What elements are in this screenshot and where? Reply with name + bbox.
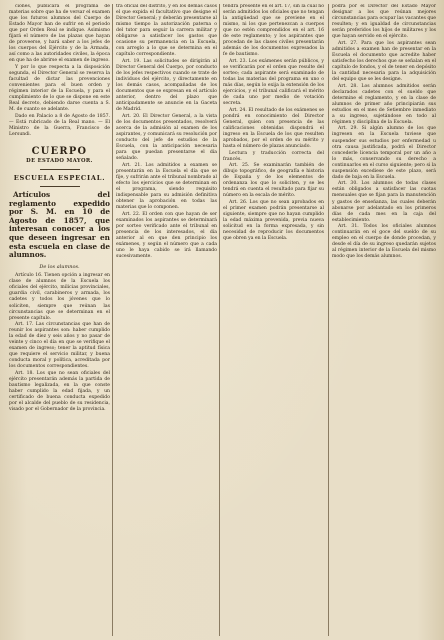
section-subtitle-escuela: ESCUELA ESPECIAL. (13, 174, 106, 183)
paragraph: Art. 20. El Director General, a la vista de los documentos presentados, resolverá acerca de la admisión al examen de los aspirantes, y comunicará su resolución por conducto del jefe de estudios de la Escuela, con la anticipación necesaria para que puedan presentarse el día señalado. (116, 113, 217, 162)
paragraph: Art. 22. El orden con que hayan de ser examinados los aspirantes se determinará por sorteo verificado ante el tribunal en presencia de los interesados, el día anterior al en que den principio los exámenes, y según el número que a cada uno le haya cabido se irá llamando sucesivamente. (116, 211, 217, 259)
text-column-2 (116, 4, 217, 636)
paragraph: Art. 31. Todos los oficiales alumnos continuarán en el goce del sueldo de su empleo en el cuerpo de donde procedan, y desde el día de su ingreso quedarán sujetos al régimen interior de la Escuela del mismo modo que los demás alumnos. (332, 224, 436, 260)
paragraph: Lectura y traducción correcta del francés. (223, 150, 324, 162)
paragraph: Art. 29. Si algún alumno de los que ingresen en la Escuela tuviese que suspender sus estudios por enfermedad u otra causa justificada, podrá el Director concederle licencia temporal por un año a lo más, conservando su derecho a continuarlos en el curso siguiente; pero si la suspensión excediese de este plazo, será dado de baja en la Escuela. (332, 126, 436, 180)
column-rule (219, 4, 220, 636)
paragraph: Art. 25. Se examinarán también de dibujo topográfico, de geografía e historia de España y de los elementos de ordenanza los que lo soliciten, y se les tendrá en cuenta el resultado para fijar su número en la escala de mérito. (223, 163, 324, 199)
paragraph: tra oficial del distrito, y en los demás casos el que expida el facultativo que designe el Director General; y deberán presentarse al mismo tiempo la autorización paterna o del tutor para seguir la carrera militar y obligarse a satisfacer los gastos que ocasione su permanencia en la Escuela, con arreglo a lo que se determina en el capítulo correspondiente. (116, 4, 217, 58)
paragraph: tendrá presente en el art. 17, sin la cual no serán admitidos los oficiales que no tengan la antigüedad que se previene en el mismo, ni los que pertenezcan a cuerpos que no estén comprendidos en el art. 16 de este reglamento; y los aspirantes que procedan de las clases civiles presentarán además de los documentos expresados la fe de bautismo. (223, 4, 324, 58)
paragraph: Art. 19. Las solicitudes se dirigirán al Director General del Cuerpo, por conducto de los jefes respectivos cuando se trate de individuos del ejército, y directamente en los demás casos, acompañadas de los documentos que se expresan en el artículo anterior, dentro del plazo que anticipadamente se anuncie en la Gaceta de Madrid. (116, 58, 217, 113)
column-rule (328, 4, 329, 636)
paragraph: Art. 28. Los alumnos admitidos serán declarados cadetes con el sueldo que determine el reglamento, y en la clase de alumnos de primer año principiarán sus estudios en el mes de Setiembre inmediato a su ingreso, sujetándose en todo al régimen y disciplina de la Escuela. (332, 83, 436, 125)
section-title-cuerpo: CUERPO (31, 146, 88, 158)
paragraph: Art. 27. Para que los aspirantes sean admitidos a examen han de presentar en la Escuela el documento que acredite haber satisfecho los derechos que se señalan en el capítulo de fondos, y el de tener en depósito la cantidad necesaria para la adquisición del equipo que se les designe. (332, 40, 436, 83)
section-title-estado-mayor: DE ESTADO MAYOR. (26, 158, 93, 165)
paragraph: Artículo 16. Tienen opción a ingresar en clase de alumnos de la Escuela los oficiales del ejército, milicias provinciales, guardia civil, carabineros y armada, los cadetes y todos los jóvenes que lo soliciten, siempre que reúnan las circunstancias que se determinan en el presente capítulo. (9, 273, 110, 321)
title-separator (40, 186, 80, 187)
article-header: Artículos del reglamento expedido por S. M. en 10 de Agosto de 1857, que interesan conocer a los que deseen ingresar en esta escuela en clase de alumnos. (9, 190, 110, 260)
title-separator (40, 169, 80, 170)
text-column-1 (9, 4, 110, 636)
column-rule (112, 4, 113, 636)
paragraph: Art. 18. Los que no sean oficiales del ejército presentarán además la partida de bautismo legalizada, en la que conste haber cumplido la edad fijada, y un certificado de buena conducta expedido por el alcalde del pueblo de su residencia, visado por el Gobernador de la provincia. (9, 371, 110, 413)
paragraph: Art. 26. Los que no sean aprobados en el primer examen podrán presentarse al siguiente, siempre que no hayan cumplido la edad máxima prevenida, previa nueva solicitud en la forma expresada, y sin necesidad de reproducir los documentos que obren ya en la Escuela. (223, 200, 324, 242)
paragraph: Art. 24. El resultado de los exámenes se pondrá en conocimiento del Director General, quien con presencia de las calificaciones obtenidas dispondrá el ingreso en la Escuela de los que resulten aprobados, por el orden de su mérito y hasta el número de plazas anunciado. (223, 107, 324, 150)
paragraph: Art. 21. Los admitidos a examen se presentarán en la Escuela el día que se fije, y sufrirán ante el tribunal nombrado al efecto los ejercicios que se determinan en el programa, siendo requisito indispensable para su admisión definitiva obtener la aprobación en todas las materias que lo componen. (116, 162, 217, 211)
paragraph: Y por lo que respecta a la disposición segunda, el Director General se reserva la facultad de dictar las prevenciones convenientes para el buen orden y régimen interior de la Escuela, y para el cumplimiento de lo que se dispone en este Real decreto, debiendo darse cuenta a S. M. de cuanto se adelante. (9, 64, 110, 113)
paragraph: Art. 30. Los alumnos de todas clases están obligados a satisfacer las cuotas mensuales que se fijan para la manutención y gastos de enseñanza, las cuales deberán abonarse por adelantado en los primeros días de cada mes en la caja del establecimiento. (332, 181, 436, 223)
text-column-4 (332, 4, 436, 636)
section-heading: De los alumnos. (39, 263, 80, 270)
paragraph: Dado en Palacio a 8 de Agosto de 1857. — Está rubricado de la Real mano. — El Ministro de la Guerra, Francisco de Lersundi. (9, 113, 110, 137)
text-column-3 (223, 4, 324, 636)
paragraph: ciones, publicará el programa de materias sobre que ha de versar el examen que los futuros alumnos del Cuerpo de Estado Mayor han de sufrir en el periodo que por Orden Real se indique. Asimismo fijará el número de las plazas que hayan de proveerse, y hará saber a los jefes de los cuerpos del Ejército y de la Armada, así como a las autoridades civiles, la época en que ha de abrirse el examen de ingreso. (9, 4, 110, 64)
paragraph: Art. 17. Las circunstancias que han de reunir los aspirantes son: haber cumplido la edad de diez y seis años y no pasar de veinte y cinco el día en que se verifique el examen de ingreso; tener la aptitud física que requiere el servicio militar, y buena conducta moral y política, acreditada por los documentos correspondientes. (9, 322, 110, 370)
paragraph: podrá por el Director del Estado Mayor designar a los que reúnan mejores circunstancias para ocupar las vacantes que resulten; y en igualdad de circunstancias serán preferidos los hijos de militares y los que hayan servido en el ejército. (332, 4, 436, 40)
paragraph: Art. 23. Los exámenes serán públicos, y se verificarán por el orden que resulte del sorteo; cada aspirante será examinado de todas las materias del programa en uno o más días, según lo exija la extensión de los ejercicios, y el tribunal calificará el mérito de cada uno por medio de votación secreta. (223, 58, 324, 107)
